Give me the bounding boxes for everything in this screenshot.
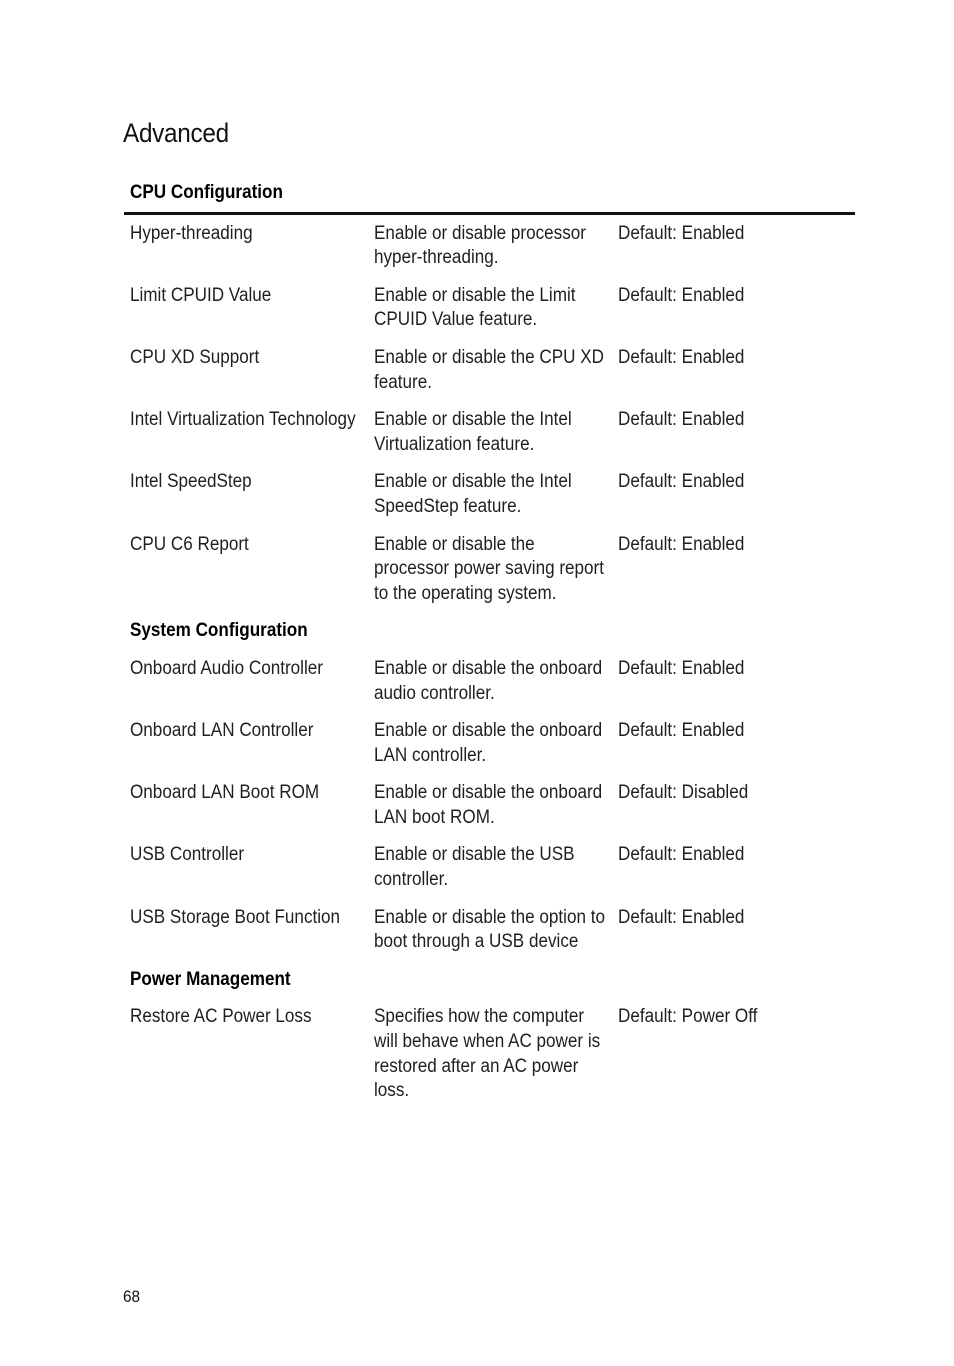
setting-description: Enable or disable the onboard LAN boot ROM. — [374, 782, 603, 828]
setting-description: Enable or disable the processor power saving report to the operating system. — [374, 533, 605, 604]
setting-name: CPU XD Support — [130, 346, 260, 368]
setting-description: Enable or disable the CPU XD feature. — [374, 346, 605, 393]
setting-description: Enable or disable the Intel SpeedStep feature. — [374, 471, 572, 517]
table-row — [124, 470, 855, 532]
setting-name: Intel SpeedStep — [130, 471, 252, 493]
setting-name: Intel Virtualization Technology — [130, 409, 356, 431]
table-row — [124, 533, 855, 620]
table-row — [124, 213, 855, 284]
setting-default: Default: Enabled — [618, 657, 745, 679]
setting-name: Onboard Audio Controller — [130, 657, 323, 679]
page-number: 68 — [123, 1287, 141, 1306]
setting-name: Restore AC Power Loss — [130, 1006, 312, 1028]
table-row — [124, 408, 855, 470]
table-row — [124, 781, 855, 843]
section-heading: System Configuration — [130, 620, 308, 642]
setting-default: Default: Disabled — [618, 782, 749, 804]
table-row — [124, 1005, 855, 1116]
setting-default: Default: Enabled — [618, 284, 745, 306]
section-heading: Power Management — [130, 968, 291, 990]
setting-description: Enable or disable the onboard LAN controller. — [374, 720, 603, 766]
section-heading-row — [124, 619, 855, 657]
table-row — [124, 843, 855, 905]
setting-name: Hyper-threading — [130, 222, 253, 244]
setting-default: Default: Enabled — [618, 533, 745, 555]
page-title: Advanced — [123, 118, 229, 148]
setting-default: Default: Enabled — [618, 346, 745, 368]
setting-default: Default: Enabled — [618, 844, 745, 866]
setting-description: Enable or disable the Intel Virtualization feature. — [374, 409, 572, 455]
setting-description: Enable or disable the option to boot through a USB device — [374, 906, 606, 953]
settings-table-body — [124, 181, 855, 1117]
setting-description: Specifies how the computer will behave when AC power is restored after an AC power loss. — [374, 1006, 601, 1102]
section-heading-row — [124, 968, 855, 1006]
setting-name: Limit CPUID Value — [130, 284, 272, 306]
table-row — [124, 657, 855, 719]
section-heading-row — [124, 181, 855, 213]
setting-name: USB Storage Boot Function — [130, 906, 341, 928]
setting-default: Default: Enabled — [618, 471, 745, 493]
table-row — [124, 719, 855, 781]
settings-table — [124, 181, 855, 1117]
section-heading: CPU Configuration — [124, 181, 855, 213]
setting-name: Onboard LAN Controller — [130, 720, 314, 742]
setting-default: Default: Power Off — [618, 1006, 758, 1028]
setting-default: Default: Enabled — [618, 222, 745, 244]
setting-default: Default: Enabled — [618, 906, 745, 928]
table-row — [124, 346, 855, 408]
table-row — [124, 906, 855, 968]
setting-description: Enable or disable the onboard audio controller. — [374, 657, 603, 704]
setting-name: CPU C6 Report — [130, 533, 249, 555]
setting-name: USB Controller — [130, 844, 245, 866]
setting-default: Default: Enabled — [618, 720, 745, 742]
setting-name: Onboard LAN Boot ROM — [130, 782, 320, 804]
setting-description: Enable or disable the Limit CPUID Value feature. — [374, 284, 576, 331]
setting-default: Default: Enabled — [618, 409, 745, 431]
table-row — [124, 284, 855, 346]
setting-description: Enable or disable processor hyper-threading. — [374, 222, 586, 269]
setting-description: Enable or disable the USB controller. — [374, 844, 575, 891]
